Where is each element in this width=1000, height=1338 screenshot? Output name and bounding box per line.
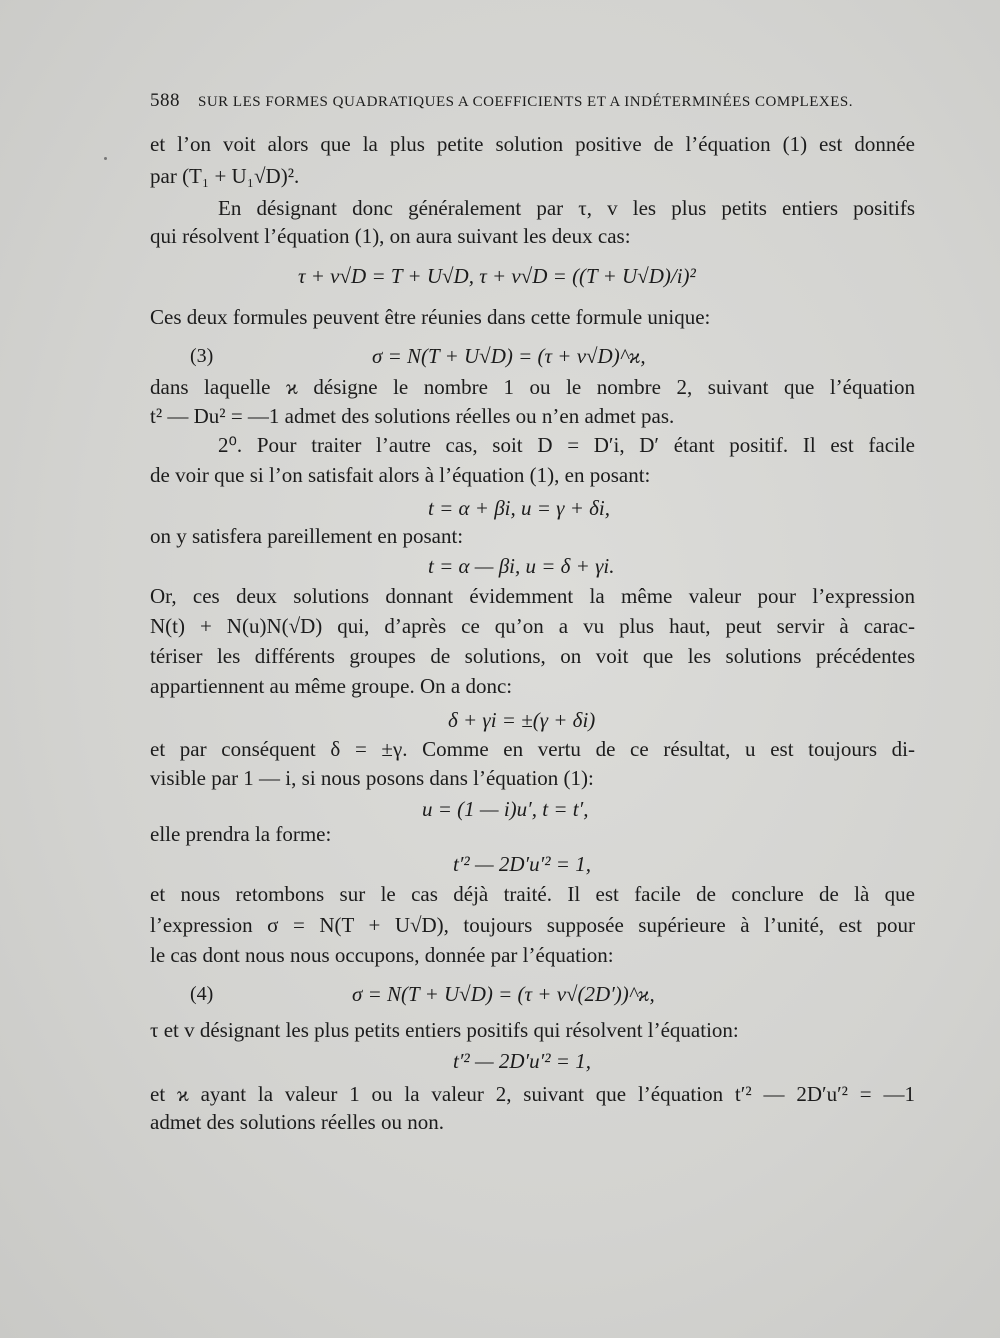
text-line: de voir que si l’on satisfait alors à l’équation (1), en posant:	[150, 463, 651, 487]
text-line: appartiennent au même groupe. On a donc:	[150, 674, 513, 698]
equation-delta: δ + γi = ±(γ + δi)	[448, 708, 596, 732]
equation-substitution-1: t = α + βi, u = γ + δi,	[428, 496, 610, 520]
equation-substitution-2: t = α — βi, u = δ + γi.	[428, 554, 615, 578]
equation-number: (4)	[190, 983, 214, 1005]
equation-form: t′² — 2D′u′² = 1,	[453, 852, 591, 876]
text-line: En désignant donc généralement par τ, v les plus petits entiers positifs	[218, 196, 915, 220]
equation-u: u = (1 — i)u′, t = t′,	[422, 797, 589, 821]
text-line: par (T₁ + U₁√D)².	[150, 164, 300, 188]
text-line: admet des solutions réelles ou non.	[150, 1110, 444, 1134]
text-line: visible par 1 — i, si nous posons dans l’équation (1):	[150, 766, 594, 790]
equation-number: (3)	[190, 345, 214, 367]
paper-speck	[104, 157, 107, 160]
equation-4: σ = N(T + U√D) = (τ + v√(2D′))^ϰ,	[352, 982, 655, 1006]
equation-cases: τ + v√D = T + U√D, τ + v√D = ((T + U√D)/i)²	[298, 264, 696, 288]
text-line: dans laquelle ϰ désigne le nombre 1 ou le nombre 2, suivant que l’équation	[150, 375, 915, 399]
text-line: on y satisfera pareillement en posant:	[150, 524, 464, 548]
text-line: elle prendra la forme:	[150, 822, 332, 846]
text-line: 2⁰. Pour traiter l’autre cas, soit D = D′i, D′ étant positif. Il est facile	[218, 433, 915, 457]
text-line: et l’on voit alors que la plus petite solution positive de l’équation (1) est donnée	[150, 132, 915, 156]
text-line: l’expression σ = N(T + U√D), toujours supposée supérieure à l’unité, est pour	[150, 913, 915, 937]
text-line: et nous retombons sur le cas déjà traité. Il est facile de conclure de là que	[150, 882, 915, 906]
text-line: Or, ces deux solutions donnant évidemment la même valeur pour l’expression	[150, 584, 915, 608]
text-line: et par conséquent δ = ±γ. Comme en vertu de ce résultat, u est toujours di-	[150, 737, 915, 761]
equation-3: σ = N(T + U√D) = (τ + v√D)^ϰ,	[372, 344, 646, 368]
text-line: le cas dont nous nous occupons, donnée par l’équation:	[150, 943, 614, 967]
equation-form-2: t′² — 2D′u′² = 1,	[453, 1049, 591, 1073]
text-line: et ϰ ayant la valeur 1 ou la valeur 2, suivant que l’équation t′² — 2D′u′² = —1	[150, 1082, 915, 1106]
text-line: tériser les différents groupes de solutions, on voit que les solutions précédentes	[150, 644, 915, 668]
page-number: 588	[150, 90, 180, 111]
running-header	[150, 90, 920, 112]
text-line: Ces deux formules peuvent être réunies dans cette formule unique:	[150, 305, 711, 329]
text-line: t² — Du² = —1 admet des solutions réelles ou n’en admet pas.	[150, 404, 675, 428]
text-line: τ et v désignant les plus petits entiers positifs qui résolvent l’équation:	[150, 1018, 739, 1042]
text-line: qui résolvent l’équation (1), on aura suivant les deux cas:	[150, 224, 631, 248]
text-line: N(t) + N(u)N(√D) qui, d’après ce qu’on a vu plus haut, peut servir à carac-	[150, 614, 915, 638]
running-title: SUR LES FORMES QUADRATIQUES A COEFFICIENTS ET A INDÉTERMINÉES COMPLEXES.	[198, 94, 853, 110]
